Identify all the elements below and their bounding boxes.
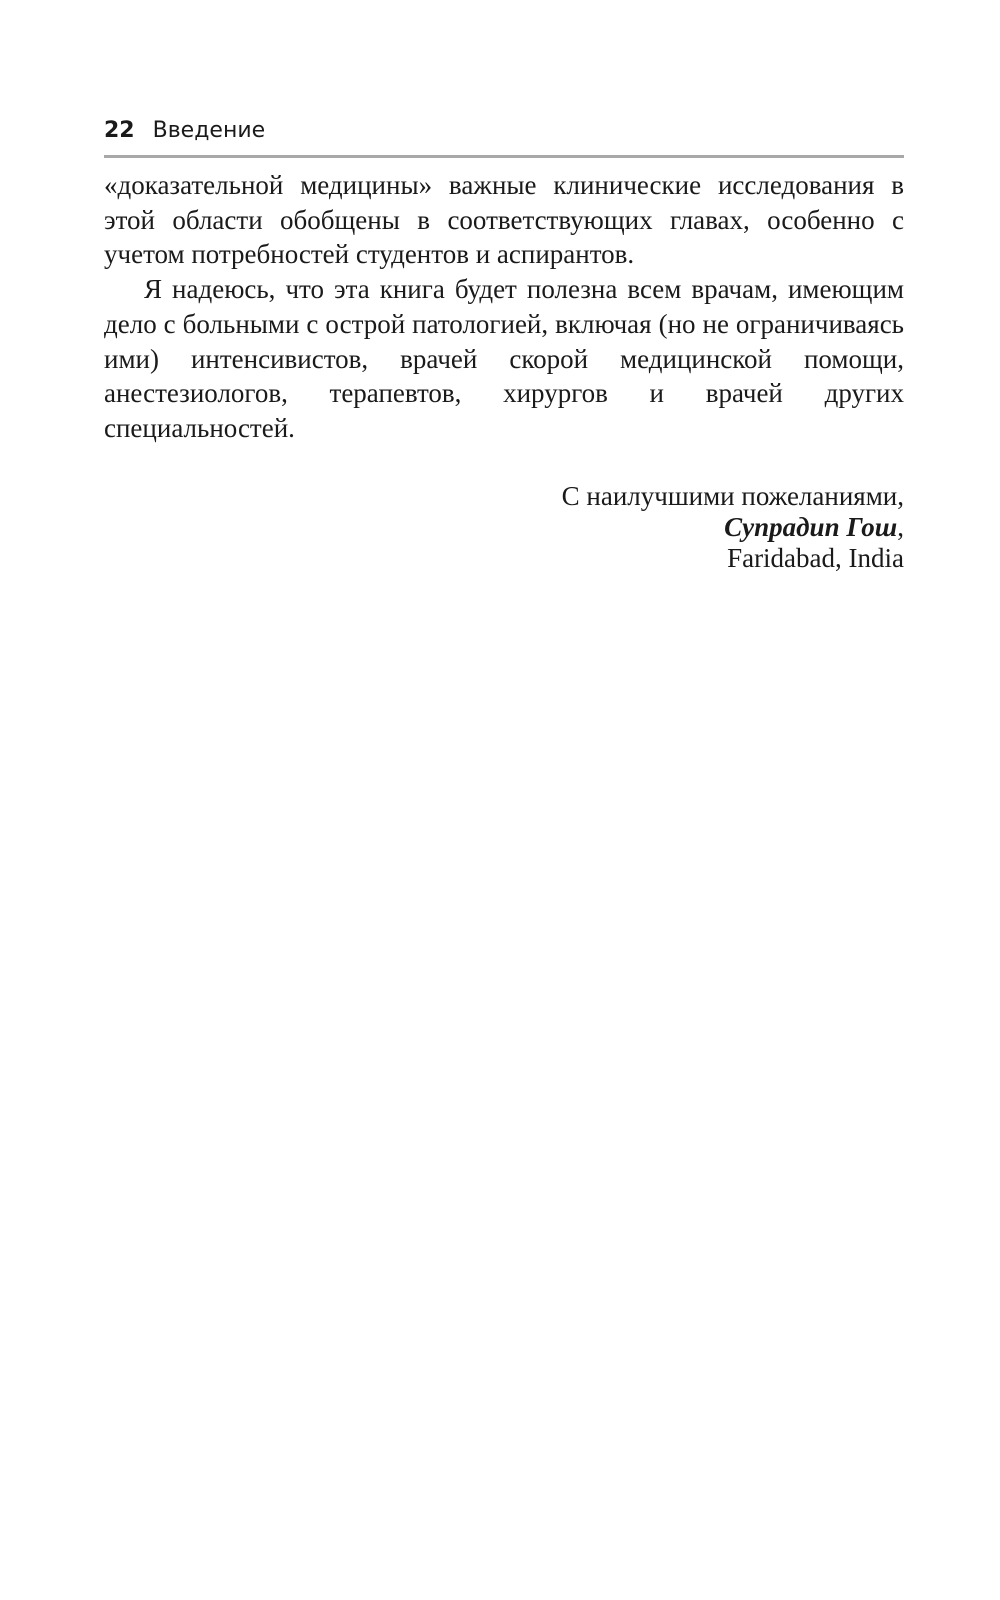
section-title: Введение (152, 118, 266, 143)
paragraph-wish: Я надеюсь, что эта книга будет полезна всем врачам, имеющим дело с больными с острой патологией, включая (но не ограничиваясь ими) интенсивистов, врачей скорой медицинской помощи, анестезиологов, терапевтов, хирургов и врачей других специальностей. (104, 274, 904, 443)
author-suffix: , (897, 512, 904, 542)
header-rule (104, 155, 904, 158)
author-name: Супрадип Гош (724, 512, 898, 542)
signature-block (104, 481, 904, 574)
signature-closing: С наилучшими пожеланиями, (561, 481, 904, 511)
paragraph-continuation: «доказательной медицины» важные клинические исследования в этой области обобщены в соответствующих главах, особенно с учетом потребностей студентов и аспирантов. (104, 170, 904, 270)
signature-author-line (104, 512, 904, 543)
page-number: 22 (104, 118, 135, 143)
running-head (104, 118, 904, 152)
body-text (104, 168, 904, 446)
signature-location: Faridabad, India (727, 543, 904, 573)
